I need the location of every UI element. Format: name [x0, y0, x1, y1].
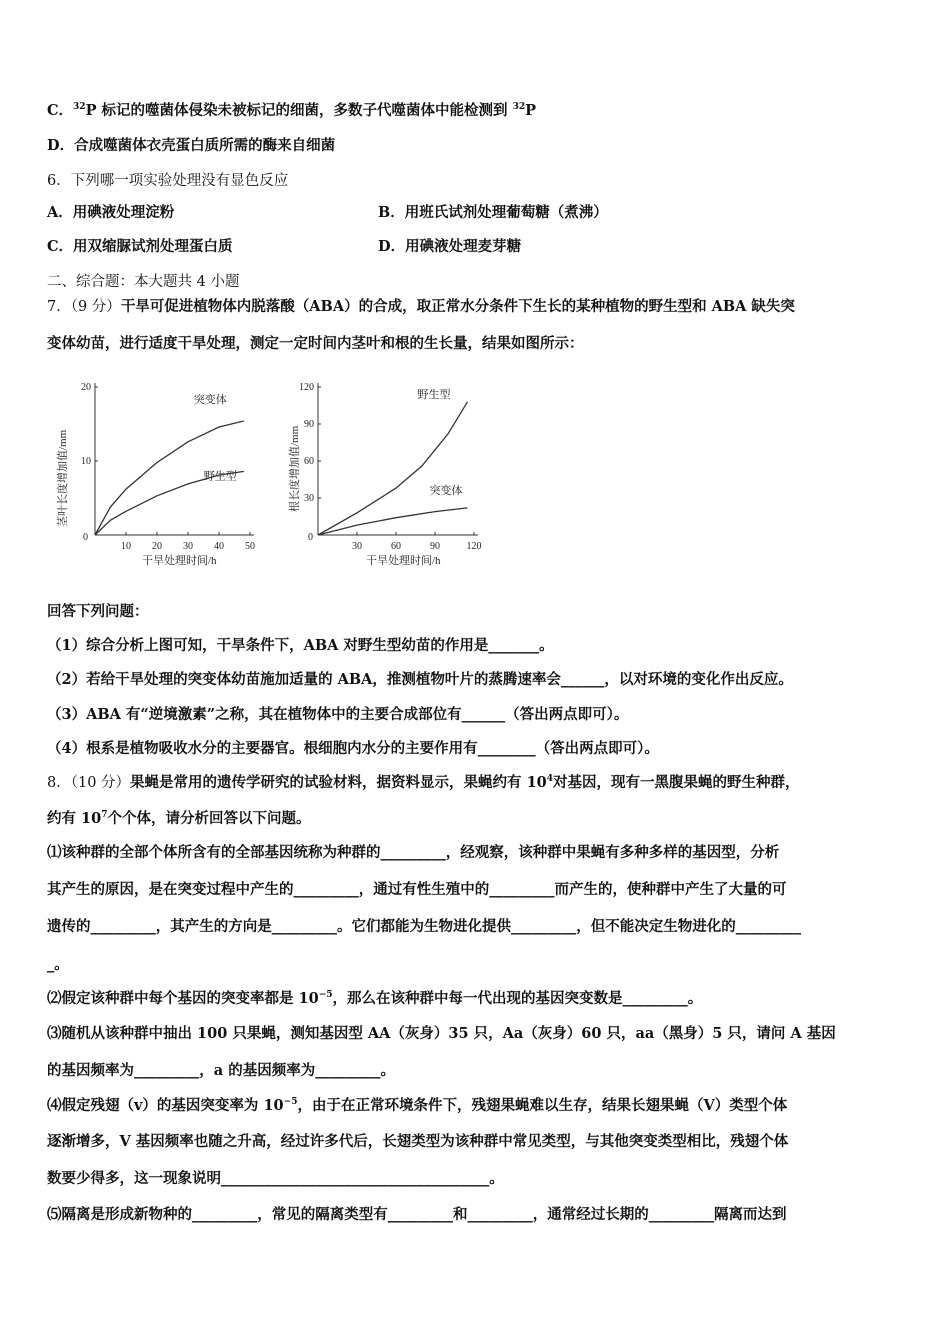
x-tick-label: 30 [352, 541, 362, 552]
q8-part1-line1: ⑴该种群的全部个体所含有的全部基因统称为种群的_________，经观察，该种群中果蝇有多种多样的基因型，分析 [47, 844, 780, 861]
series-line [318, 402, 468, 535]
q7-part3: （3）ABA 有“逆境激素”之称，其在植物体中的主要合成部位有______（答出两点即可）。 [47, 706, 629, 723]
sup: 32 [73, 102, 86, 112]
x-tick-label: 40 [214, 541, 224, 552]
q7-stem-line1 [47, 297, 908, 317]
q5-option-c-tail: P [525, 102, 537, 119]
x-tick-label: 30 [183, 541, 193, 552]
q7-stem1: 干旱可促进植物体内脱落酸（ABA）的合成，取正常水分条件下生长的某种植物的野生型和 ABA 缺失突 [120, 298, 795, 315]
q5-option-c [47, 101, 908, 121]
y-tick-label: 60 [304, 456, 314, 467]
q8-part2 [47, 989, 908, 1009]
q5-option-d-text: 合成噬菌体衣壳蛋白质所需的酶来自细菌 [74, 137, 336, 154]
chart1-origin: 0 [83, 532, 88, 543]
x-tick-label: 10 [121, 541, 131, 552]
q5-option-d [47, 136, 908, 156]
x-tick-label: 20 [152, 541, 162, 552]
series-label: 野生型 [417, 388, 451, 401]
q8-stem1a: 果蝇是常用的遗传学研究的试验材料，据资料显示，果蝇约有 10 [130, 774, 547, 791]
x-tick-label: 120 [466, 541, 482, 552]
q7-number: 7．（9 分） [47, 299, 121, 315]
x-tick-label: 90 [430, 541, 440, 552]
chart1-xlabel: 干旱处理时间/h [142, 555, 217, 567]
q8-part3-line1: ⑶随机从该种群中抽出 100 只果蝇，测知基因型 AA（灰身）35 只，Aa（灰身）60 只，aa（黑身）5 只，请问 A 基因 [47, 1025, 836, 1042]
q7-part2: （2）若给干旱处理的突变体幼苗施加适量的 ABA，推测植物叶片的蒸腾速率会______，以对环境的变化作出反应。 [47, 671, 793, 688]
q8-part4-line3: 数要少得多，这一现象说明_____________________________________。 [47, 1170, 504, 1187]
y-tick-label: 30 [304, 493, 314, 504]
y-tick-label: 20 [81, 382, 91, 393]
q5-option-d-label: D． [47, 137, 75, 154]
q8-p2b: ，那么在该种群中每一代出现的基因突变数是_________。 [332, 990, 703, 1007]
series-label: 突变体 [429, 484, 463, 497]
series-line [318, 508, 468, 535]
q8-part1-line4: _。 [47, 956, 69, 973]
q7-answer-intro: 回答下列问题： [47, 603, 149, 620]
y-tick-label: 90 [304, 419, 314, 430]
q6-stem: 6．下列哪一项实验处理没有显色反应 [47, 173, 289, 189]
q8-part5: ⑸隔离是形成新物种的_________，常见的隔离类型有_________和_________，通常经过长期的_________隔离而达到 [47, 1206, 787, 1223]
series-label: 野生型 [203, 470, 237, 483]
q8-p4a: ⑷假定残翅（v）的基因突变率为 10 [47, 1097, 284, 1114]
q8-stem1b: 对基因，现有一黑腹果蝇的野生种群， [553, 774, 800, 791]
q7-part1: （1）综合分析上图可知，干旱条件下，ABA 对野生型幼苗的作用是_______。 [47, 637, 554, 654]
x-tick-label: 50 [245, 541, 255, 552]
y-tick-label: 120 [299, 382, 314, 393]
sup: 7 [101, 810, 108, 820]
root-growth-chart [282, 372, 497, 572]
q7-part4: （4）根系是植物吸收水分的主要器官。根细胞内水分的主要作用有________（答出两点即可）。 [47, 740, 659, 757]
q8-stem-line1 [47, 773, 908, 793]
q6-option-c: C．用双缩脲试剂处理蛋白质 [47, 238, 233, 255]
q8-stem2a: 约有 10 [47, 810, 102, 827]
q8-stem-line2 [47, 809, 908, 829]
q6-option-a: A．用碘液处理淀粉 [47, 204, 175, 221]
q7-stem-line2: 变体幼苗，进行适度干旱处理，测定一定时间内茎叶和根的生长量，结果如图所示： [47, 335, 584, 352]
series-label: 突变体 [193, 394, 227, 407]
q5-option-c-text: P 标记的噬菌体侵染未被标记的细菌，多数子代噬菌体中能检测到 [85, 102, 513, 119]
x-tick-label: 60 [391, 541, 401, 552]
sup: −5 [283, 1097, 298, 1107]
sup: 4 [546, 774, 554, 784]
stem-growth-chart [50, 372, 265, 572]
y-tick-label: 10 [81, 456, 91, 467]
q8-part1-line2: 其产生的原因，是在突变过程中产生的_________，通过有性生殖中的_________而产生的，使种群中产生了大量的可 [47, 881, 787, 898]
sup: 32 [512, 102, 526, 112]
q6-row2 [47, 237, 908, 257]
q8-part4-line2: 逐渐增多，V 基因频率也随之升高，经过许多代后，长翅类型为该种群中常见类型，与其他突变类型相比，残翅个体 [47, 1133, 789, 1150]
q8-part4-line1 [47, 1096, 908, 1116]
q8-p4b: ，由于在正常环境条件下，残翅果蝇难以生存，结果长翅果蝇（V）类型个体 [297, 1097, 788, 1114]
chart1-ylabel: 茎叶长度增加值/mm [57, 429, 69, 527]
sup: −5 [318, 990, 333, 1000]
chart2-xlabel: 干旱处理时间/h [366, 555, 441, 567]
q8-part3-line2: 的基因频率为_________，a 的基因频率为_________。 [47, 1062, 395, 1079]
q6-option-d: D．用碘液处理麦芽糖 [378, 238, 522, 255]
q6-option-b: B．用班氏试剂处理葡萄糖（煮沸） [378, 204, 608, 221]
section-heading: 二、综合题：本大题共 4 小题 [47, 274, 240, 290]
q6-row1 [47, 203, 908, 223]
chart2-ylabel: 根长度增加值/mm [289, 425, 301, 512]
q8-number: 8．（10 分） [47, 775, 131, 791]
q5-option-c-label: C． [47, 102, 74, 119]
chart2-origin: 0 [308, 532, 313, 543]
q8-part1-line3: 遗传的_________，其产生的方向是_________。它们都能为生物进化提供_________，但不能决定生物进化的_________ [47, 918, 801, 935]
q8-p2a: ⑵假定该种群中每个基因的突变率都是 10 [47, 990, 319, 1007]
q8-stem2b: 个个体，请分析回答以下问题。 [107, 810, 311, 827]
